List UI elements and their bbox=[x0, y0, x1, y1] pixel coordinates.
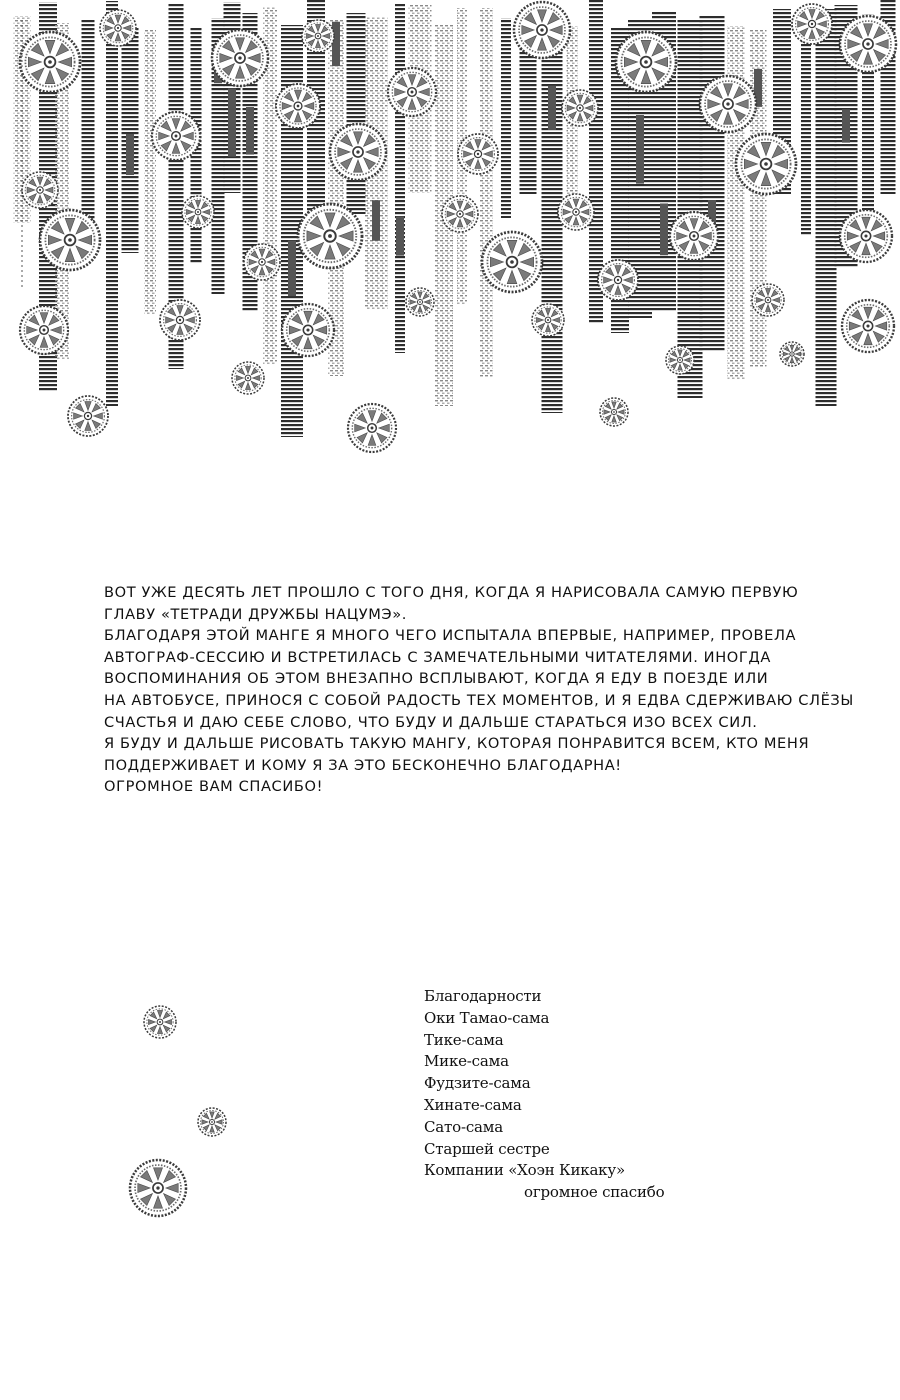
afterword-line: АВТОГРАФ-СЕССИЮ И ВСТРЕТИЛАСЬ С ЗАМЕЧАТЕЛЬНЫМИ ЧИТАТЕЛЯМИ. ИНОГДА bbox=[104, 648, 771, 666]
lace-flower-icon bbox=[244, 244, 280, 280]
afterword-line: ВОСПОМИНАНИЯ ОБ ЭТОМ ВНЕЗАПНО ВСПЛЫВАЮТ, КОГДА Я ЕДУ В ПОЕЗДЕ ИЛИ bbox=[104, 670, 769, 688]
afterword-line: БЛАГОДАРЯ ЭТОЙ МАНГЕ Я МНОГО ЧЕГО ИСПЫТАЛА ВПЕРВЫЕ, НАПРИМЕР, ПРОВЕЛА bbox=[104, 627, 797, 645]
lace-flower-icon bbox=[514, 2, 570, 58]
lace-flower-icon bbox=[282, 304, 334, 356]
stripe-block bbox=[842, 109, 850, 142]
stripe bbox=[106, 1, 118, 406]
lace-flower-icon bbox=[736, 134, 796, 194]
lace-flower-icon bbox=[182, 196, 214, 228]
afterword-line: ПОДДЕРЖИВАЕТ И КОМУ Я ЗА ЭТО БЕСКОНЕЧНО БЛАГОДАРНА! bbox=[104, 756, 622, 774]
lace-flower-icon bbox=[212, 30, 268, 86]
afterword-text bbox=[104, 582, 854, 798]
lace-flower-icon bbox=[302, 20, 334, 52]
lace-flower-icon bbox=[160, 300, 200, 340]
acknowledgements-list bbox=[424, 986, 724, 1204]
lace-flower-icon bbox=[752, 284, 784, 316]
stripe bbox=[501, 18, 511, 218]
lace-flower-icon bbox=[780, 342, 804, 366]
lace-flower-icon bbox=[840, 16, 896, 72]
lace-flower-icon bbox=[22, 172, 58, 208]
lace-flower-icon bbox=[130, 1160, 186, 1216]
lace-flower-icon bbox=[406, 288, 434, 316]
acknowledgement-name: Тике-сама bbox=[424, 1030, 504, 1049]
acknowledgements-heading: Благодарности bbox=[424, 987, 542, 1005]
stripe bbox=[395, 4, 405, 353]
acknowledgement-name: Компании «Хоэн Кикаку» bbox=[424, 1161, 625, 1180]
acknowledgement-name: Фудзите-сама bbox=[424, 1074, 531, 1093]
acknowledgement-name: Старшей сестре bbox=[424, 1139, 550, 1158]
lace-flower-icon bbox=[20, 306, 68, 354]
stripe bbox=[700, 16, 725, 352]
lace-flower-icon bbox=[666, 346, 694, 374]
lace-flower-icon bbox=[458, 134, 498, 174]
lace-flower-icon bbox=[276, 84, 320, 128]
acknowledgement-name: Оки Тамао-сама bbox=[424, 1008, 550, 1027]
lace-flower-icon bbox=[532, 304, 564, 336]
lace-flower-icon bbox=[482, 232, 542, 292]
stripe-block bbox=[332, 22, 340, 66]
lace-flower-icon bbox=[600, 398, 628, 426]
acknowledgements-closing: огромное спасибо bbox=[524, 1183, 665, 1202]
stripe-block bbox=[636, 115, 644, 184]
acknowledgement-name: Сато-сама bbox=[424, 1117, 503, 1136]
lace-flower-icon bbox=[616, 32, 676, 92]
lace-flower-icon bbox=[792, 4, 832, 44]
lace-flower-icon bbox=[700, 76, 756, 132]
afterword-line: ОГРОМНОЕ ВАМ СПАСИБО! bbox=[104, 778, 324, 796]
stripe bbox=[816, 9, 837, 406]
stripe-block bbox=[288, 241, 296, 297]
lace-flower-icon bbox=[348, 404, 396, 452]
lace-flower-icon bbox=[68, 396, 108, 436]
lace-flower-icon bbox=[840, 210, 892, 262]
afterword-line: ГЛАВУ «ТЕТРАДИ ДРУЖБЫ НАЦУМЭ». bbox=[104, 605, 407, 623]
acknowledgement-name: Мике-сама bbox=[424, 1052, 509, 1071]
lace-flower-icon bbox=[232, 362, 264, 394]
lace-flower-icon bbox=[198, 1108, 226, 1136]
lace-flower-icon bbox=[670, 212, 718, 260]
afterword-line: СЧАСТЬЯ И ДАЮ СЕБЕ СЛОВО, ЧТО БУДУ И ДАЛЬШЕ СТАРАТЬСЯ ИЗО ВСЕХ СИЛ. bbox=[104, 713, 758, 731]
lace-flower-icon bbox=[558, 194, 594, 230]
lace-flower-icon bbox=[100, 10, 136, 46]
lace-flower-icon bbox=[442, 196, 478, 232]
stripe-block bbox=[660, 203, 668, 255]
stripe bbox=[144, 29, 156, 315]
stripe-block bbox=[228, 88, 236, 156]
lace-flower-icon bbox=[20, 32, 80, 92]
lace-flower-icon bbox=[598, 260, 638, 300]
lace-flower-icon bbox=[842, 300, 894, 352]
lace-flower-icon bbox=[298, 204, 362, 268]
stripe-block bbox=[126, 134, 134, 175]
stripe-block bbox=[548, 86, 556, 130]
afterword-line: НА АВТОБУСЕ, ПРИНОСЯ С СОБОЙ РАДОСТЬ ТЕХ МОМЕНТОВ, И Я ЕДВА СДЕРЖИВАЮ СЛЁЗЫ bbox=[104, 691, 854, 709]
lace-flower-icon bbox=[144, 1006, 176, 1038]
lace-flower-icon bbox=[388, 68, 436, 116]
lace-flower-icon bbox=[152, 112, 200, 160]
stripe bbox=[82, 20, 95, 237]
acknowledgement-name: Хинате-сама bbox=[424, 1095, 522, 1114]
afterword-line: ВОТ УЖЕ ДЕСЯТЬ ЛЕТ ПРОШЛО С ТОГО ДНЯ, КОГДА Я НАРИСОВАЛА САМУЮ ПЕРВУЮ bbox=[104, 584, 799, 601]
stripe bbox=[480, 8, 493, 377]
lace-flower-icon bbox=[330, 124, 386, 180]
stripe-block bbox=[396, 216, 404, 255]
lace-flower-icon bbox=[562, 90, 598, 126]
stripe-block bbox=[246, 107, 254, 155]
afterword-line: Я БУДУ И ДАЛЬШЕ РИСОВАТЬ ТАКУЮ МАНГУ, КОТОРАЯ ПОНРАВИТСЯ ВСЕМ, КТО МЕНЯ bbox=[104, 735, 810, 753]
lace-flower-icon bbox=[40, 210, 100, 270]
stripe bbox=[347, 13, 366, 214]
stripe bbox=[801, 11, 811, 235]
stripe bbox=[678, 19, 703, 398]
stripe-block bbox=[372, 200, 380, 241]
